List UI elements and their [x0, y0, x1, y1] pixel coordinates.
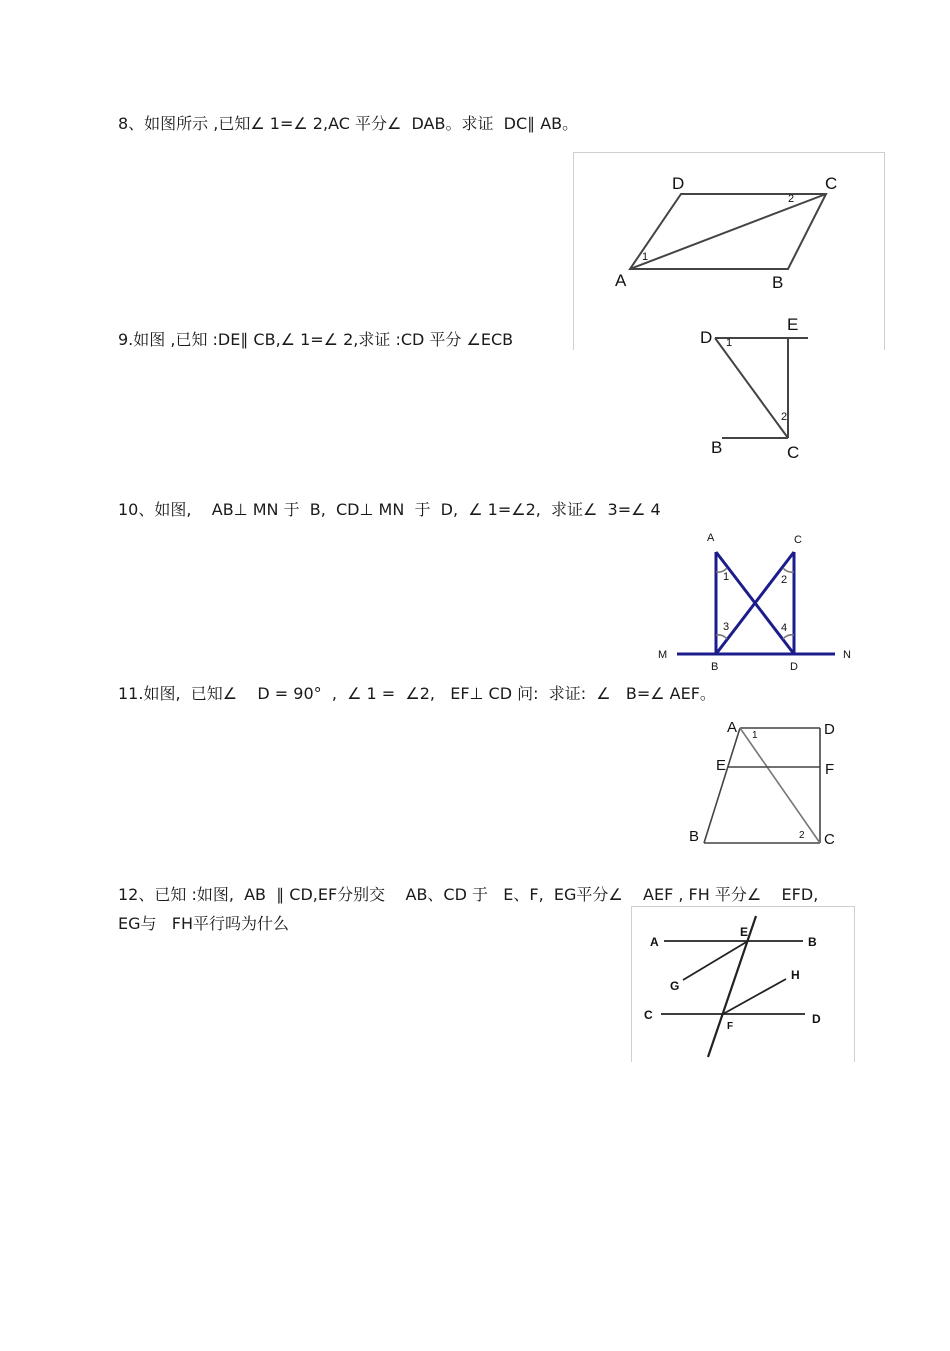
label-F: F — [727, 1021, 734, 1032]
question-8-text: 8、如图所示 ,已知∠ 1=∠ 2,AC 平分∠ DAB。求证 DC∥ AB。 — [118, 114, 579, 133]
label-D: D — [672, 174, 685, 193]
angle-label-2: 2 — [799, 830, 805, 841]
label-H: H — [791, 968, 800, 982]
label-B: B — [808, 935, 817, 949]
angle-label-1: 1 — [723, 571, 730, 583]
label-C: C — [787, 443, 800, 462]
question-12-text-line2: EG与 FH平行吗为什么 — [118, 914, 290, 933]
angle-label-4: 4 — [781, 622, 788, 634]
diagonal-ac — [630, 194, 826, 269]
question-12-text-line1: 12、已知 :如图, AB ∥ CD,EF分别交 AB、CD 于 E、F, EG平分∠ AEF , FH 平分∠ EFD, — [118, 885, 819, 904]
label-M: M — [658, 649, 668, 661]
angle-label-1: 1 — [752, 730, 758, 741]
figure-11 — [680, 712, 845, 857]
label-D: D — [700, 328, 713, 347]
label-A: A — [615, 271, 627, 290]
figure-9 — [690, 310, 820, 470]
label-B: B — [772, 273, 784, 292]
label-N: N — [843, 649, 851, 661]
bisector-eg — [683, 941, 748, 980]
label-F: F — [825, 761, 835, 778]
angle-label-1: 1 — [642, 251, 649, 263]
transversal-ef — [708, 916, 756, 1057]
angle-label-2: 2 — [788, 193, 795, 205]
question-9-text: 9.如图 ,已知 :DE∥ CB,∠ 1=∠ 2,求证 :CD 平分 ∠ECB — [118, 330, 514, 349]
label-D: D — [824, 721, 835, 738]
angle-label-2: 2 — [781, 411, 788, 423]
angle-label-1: 1 — [726, 337, 733, 349]
question-11-text: 11.如图, 已知∠ D = 90° , ∠ 1 = ∠2, EF⊥ CD 问: 求证: ∠ B=∠ AEF。 — [118, 684, 716, 703]
label-C: C — [794, 534, 802, 546]
label-B: B — [711, 661, 719, 673]
label-C: C — [824, 831, 835, 848]
question-10-text: 10、如图, AB⊥ MN 于 B, CD⊥ MN 于 D, ∠ 1=∠2, 求证∠ 3=∠ 4 — [118, 500, 661, 519]
line-ac — [740, 728, 820, 843]
angle-label-2: 2 — [781, 574, 788, 586]
label-B: B — [711, 438, 723, 457]
label-E: E — [716, 757, 727, 774]
line-ab — [704, 728, 740, 843]
angle-label-3: 3 — [723, 621, 730, 633]
line-dc — [715, 338, 788, 438]
label-C: C — [644, 1008, 653, 1022]
label-G: G — [670, 979, 680, 993]
label-E: E — [740, 925, 749, 939]
label-A: A — [707, 532, 715, 544]
label-D: D — [790, 661, 798, 673]
label-C: C — [825, 174, 838, 193]
figure-10 — [655, 528, 855, 676]
label-B: B — [689, 828, 700, 845]
label-E: E — [787, 315, 799, 334]
figure-12 — [631, 906, 855, 1062]
label-A: A — [727, 719, 738, 736]
label-D: D — [812, 1012, 821, 1026]
label-A: A — [650, 935, 659, 949]
